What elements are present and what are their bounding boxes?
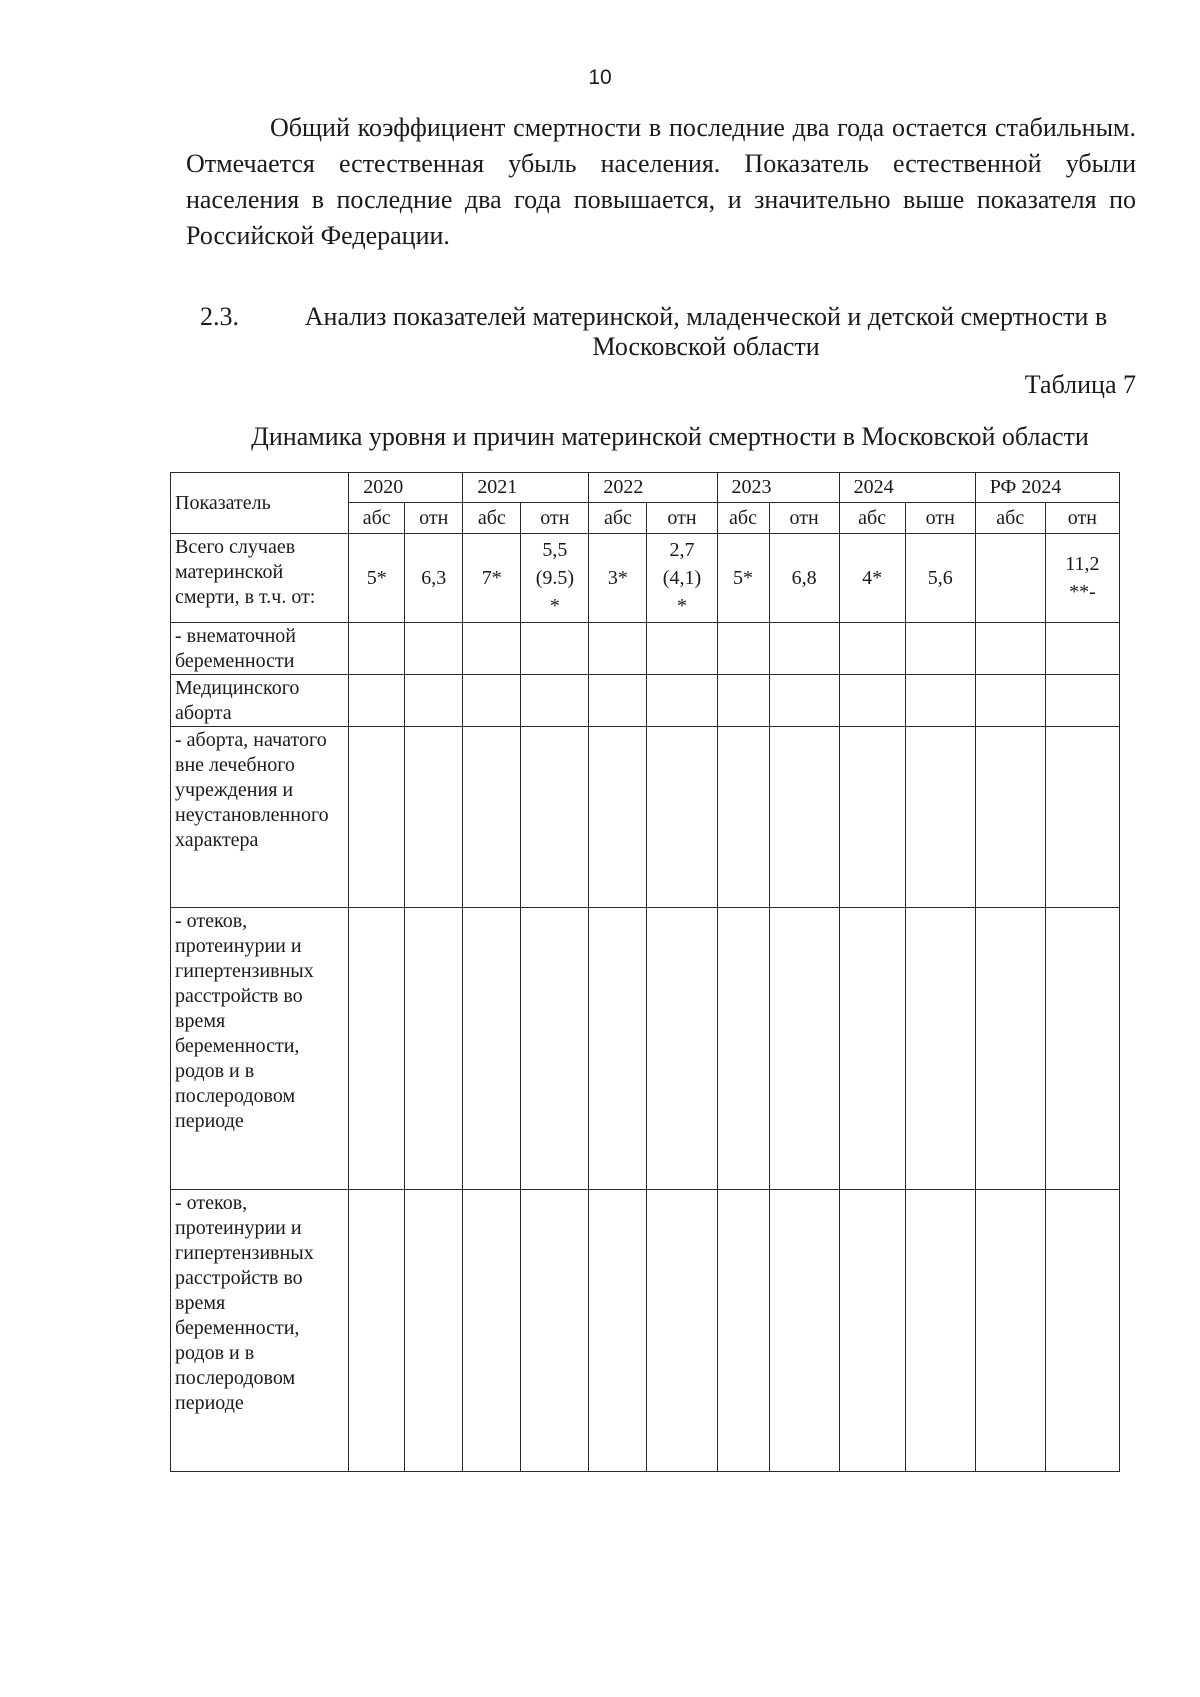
cell-abs-2021 (463, 1190, 521, 1472)
table-row (171, 727, 1120, 908)
cell-rel-rf2024 (1045, 1190, 1119, 1472)
cell-abs-2024 (839, 908, 905, 1190)
table-row (171, 675, 1120, 727)
cell-abs-rf2024 (975, 908, 1045, 1190)
row-label: - отеков, протеинурии и гипертензивных расстройств во время беременности, родов и в послеродовом периоде (171, 908, 349, 1190)
abs-header: абс (717, 503, 769, 534)
year-header-row (171, 473, 1120, 503)
table-caption: Динамика уровня и причин материнской смертности в Московской области (251, 422, 1089, 451)
cell-abs-2023: 5* (717, 534, 769, 623)
cell-abs-2023 (717, 727, 769, 908)
cell-abs-2022: 3* (589, 534, 647, 623)
cell-rel-2024 (905, 675, 975, 727)
cell-rel-2023 (769, 727, 839, 908)
cell-abs-2020 (349, 623, 405, 675)
cell-abs-2020 (349, 908, 405, 1190)
rel-header: отн (405, 503, 463, 534)
cell-rel-2023 (769, 1190, 839, 1472)
cell-abs-2020: 5* (349, 534, 405, 623)
abs-header: абс (975, 503, 1045, 534)
cell-abs-2024 (839, 1190, 905, 1472)
cell-abs-2021: 7* (463, 534, 521, 623)
intro-paragraph: Общий коэффициент смертности в последние два года остается стабильным. Отмечается естественная убыль населения. Показатель естественной убыли населения в последние два года повышается, и значительно выше показателя по Российской Федерации. (186, 113, 1136, 250)
cell-abs-2024 (839, 623, 905, 675)
cell-rel-2020 (405, 1190, 463, 1472)
row-label: - внематочной беременности (171, 623, 349, 675)
abs-header: абс (349, 503, 405, 534)
cell-abs-2022 (589, 623, 647, 675)
cell-rel-2021: 5,5 (9.5) * (521, 534, 589, 623)
table-row (171, 623, 1120, 675)
cell-abs-2022 (589, 675, 647, 727)
rel-header: отн (521, 503, 589, 534)
rel-header: отн (769, 503, 839, 534)
cell-abs-2022 (589, 727, 647, 908)
cell-abs-2021 (463, 727, 521, 908)
cell-rel-2020 (405, 727, 463, 908)
cell-rel-rf2024 (1045, 675, 1119, 727)
table-row (171, 534, 1120, 623)
cell-abs-rf2024 (975, 623, 1045, 675)
cell-abs-2023 (717, 623, 769, 675)
cell-abs-2023 (717, 908, 769, 1190)
cell-rel-2022 (647, 908, 717, 1190)
year-header: 2021 (463, 473, 589, 503)
rel-header: отн (647, 503, 717, 534)
cell-abs-2021 (463, 675, 521, 727)
cell-rel-2023 (769, 623, 839, 675)
cell-rel-2023 (769, 675, 839, 727)
cell-abs-rf2024 (975, 1190, 1045, 1472)
row-label: Всего случаев материнской смерти, в т.ч. от: (171, 534, 349, 623)
cell-rel-2022: 2,7 (4,1) * (647, 534, 717, 623)
cell-rel-2021 (521, 908, 589, 1190)
abs-header: абс (463, 503, 521, 534)
cell-rel-2024 (905, 727, 975, 908)
year-header: 2022 (589, 473, 717, 503)
cell-abs-rf2024 (975, 727, 1045, 908)
cell-rel-2021 (521, 727, 589, 908)
cell-rel-2022 (647, 1190, 717, 1472)
cell-abs-2021 (463, 623, 521, 675)
cell-abs-2023 (717, 1190, 769, 1472)
cell-rel-2020: 6,3 (405, 534, 463, 623)
cell-abs-2024: 4* (839, 534, 905, 623)
cell-abs-2024 (839, 675, 905, 727)
row-label: - отеков, протеинурии и гипертензивных расстройств во время беременности, родов и в послеродовом периоде (171, 1190, 349, 1472)
cell-rel-2023 (769, 908, 839, 1190)
cell-abs-2020 (349, 727, 405, 908)
section-number: 2.3. (200, 302, 239, 331)
cell-rel-rf2024 (1045, 727, 1119, 908)
cell-rel-rf2024: 11,2 **- (1045, 534, 1119, 623)
table-row (171, 1190, 1120, 1472)
row-label: Медицинского аборта (171, 675, 349, 727)
cell-rel-2020 (405, 623, 463, 675)
cell-abs-rf2024 (975, 675, 1045, 727)
cell-rel-2024: 5,6 (905, 534, 975, 623)
year-header: 2020 (349, 473, 463, 503)
cell-rel-2023: 6,8 (769, 534, 839, 623)
cell-abs-2020 (349, 675, 405, 727)
cell-rel-rf2024 (1045, 908, 1119, 1190)
cell-rel-2020 (405, 675, 463, 727)
cell-rel-2020 (405, 908, 463, 1190)
year-header: 2024 (839, 473, 975, 503)
table-row (171, 908, 1120, 1190)
row-label: - аборта, начатого вне лечебного учреждения и неустановленного характера (171, 727, 349, 908)
section-title: Анализ показателей материнской, младенческой и детской смертности в Московской области (304, 302, 1108, 361)
year-header: РФ 2024 (975, 473, 1119, 503)
page-number: 10 (588, 66, 612, 89)
abs-header: абс (839, 503, 905, 534)
indicator-header: Показатель (171, 473, 349, 534)
cell-abs-2024 (839, 727, 905, 908)
abs-header: абс (589, 503, 647, 534)
rel-header: отн (905, 503, 975, 534)
cell-rel-2022 (647, 623, 717, 675)
section-heading (200, 302, 1136, 362)
cell-abs-2022 (589, 908, 647, 1190)
cell-abs-2020 (349, 1190, 405, 1472)
cell-rel-2022 (647, 727, 717, 908)
cell-abs-rf2024 (975, 534, 1045, 623)
cell-rel-2021 (521, 675, 589, 727)
cell-rel-2024 (905, 908, 975, 1190)
cell-rel-2024 (905, 1190, 975, 1472)
maternal-mortality-table (170, 472, 1120, 1472)
cell-rel-2022 (647, 675, 717, 727)
cell-abs-2023 (717, 675, 769, 727)
cell-rel-rf2024 (1045, 623, 1119, 675)
cell-rel-2021 (521, 623, 589, 675)
cell-rel-2024 (905, 623, 975, 675)
year-header: 2023 (717, 473, 839, 503)
cell-abs-2021 (463, 908, 521, 1190)
cell-abs-2022 (589, 1190, 647, 1472)
cell-rel-2021 (521, 1190, 589, 1472)
table-label: Таблица 7 (1024, 370, 1136, 399)
rel-header: отн (1045, 503, 1119, 534)
